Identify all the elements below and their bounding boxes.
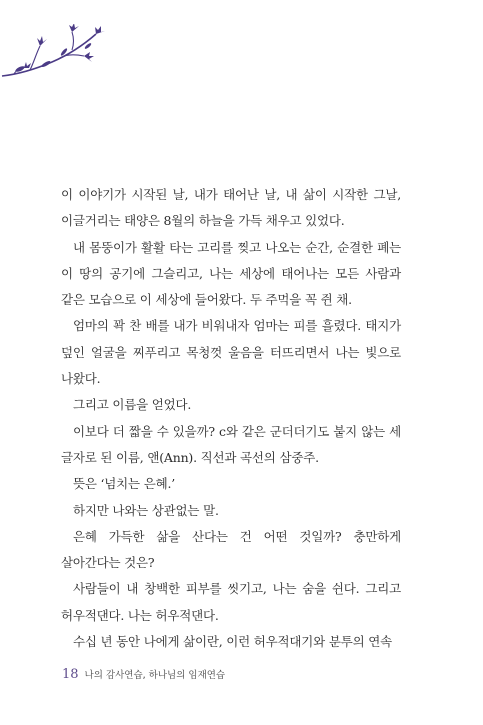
paragraph: 뜻은 ‘넘치는 은혜.’ [73, 476, 175, 492]
page-number: 18 [62, 667, 79, 682]
paragraph: 내 몸뚱이가 활활 타는 고리를 찢고 나오는 순간, 순결한 폐는 이 땅의 공기에 그슬리고, 나는 세상에 태어나는 모든 사람과 같은 모습으로 이 세상에 들어왔다. 두 주먹을 꼭 쥔 채. [61, 239, 401, 308]
flower-branch-ornament [0, 24, 110, 84]
running-title: 나의 감사연습, 하나님의 임재연습 [84, 670, 226, 681]
paragraph: 엄마의 꽉 찬 배를 내가 비워내자 엄마는 피를 흘렸다. 태지가 덮인 얼굴을 찌푸리고 목청껏 울음을 터뜨리면서 나는 빛으로 나왔다. [61, 318, 401, 387]
page-footer [62, 667, 225, 682]
paragraph: 그리고 이름을 얻었다. [73, 397, 192, 413]
paragraph: 이보다 더 짧을 수 있을까? c와 같은 군더더기도 붙지 않는 세 글자로 된 이름, 앤(Ann). 직선과 곡선의 삼중주. [61, 423, 401, 465]
paragraph: 수십 년 동안 나에게 삶이란, 이런 허우적대기와 분투의 연속 [73, 634, 392, 650]
paragraph: 사람들이 내 창백한 피부를 씻기고, 나는 숨을 쉰다. 그리고 허우적댄다. 나는 허우적댄다. [61, 581, 401, 623]
paragraph: 이 이야기가 시작된 날, 내가 태어난 날, 내 삶이 시작한 그날, 이글거리는 태양은 8월의 하늘을 가득 채우고 있었다. [61, 187, 401, 229]
paragraph: 하지만 나와는 상관없는 말. [73, 502, 219, 518]
body-text [61, 182, 401, 655]
paragraph: 은혜 가득한 삶을 산다는 건 어떤 것일까? 충만하게 살아간다는 것은? [61, 528, 401, 571]
